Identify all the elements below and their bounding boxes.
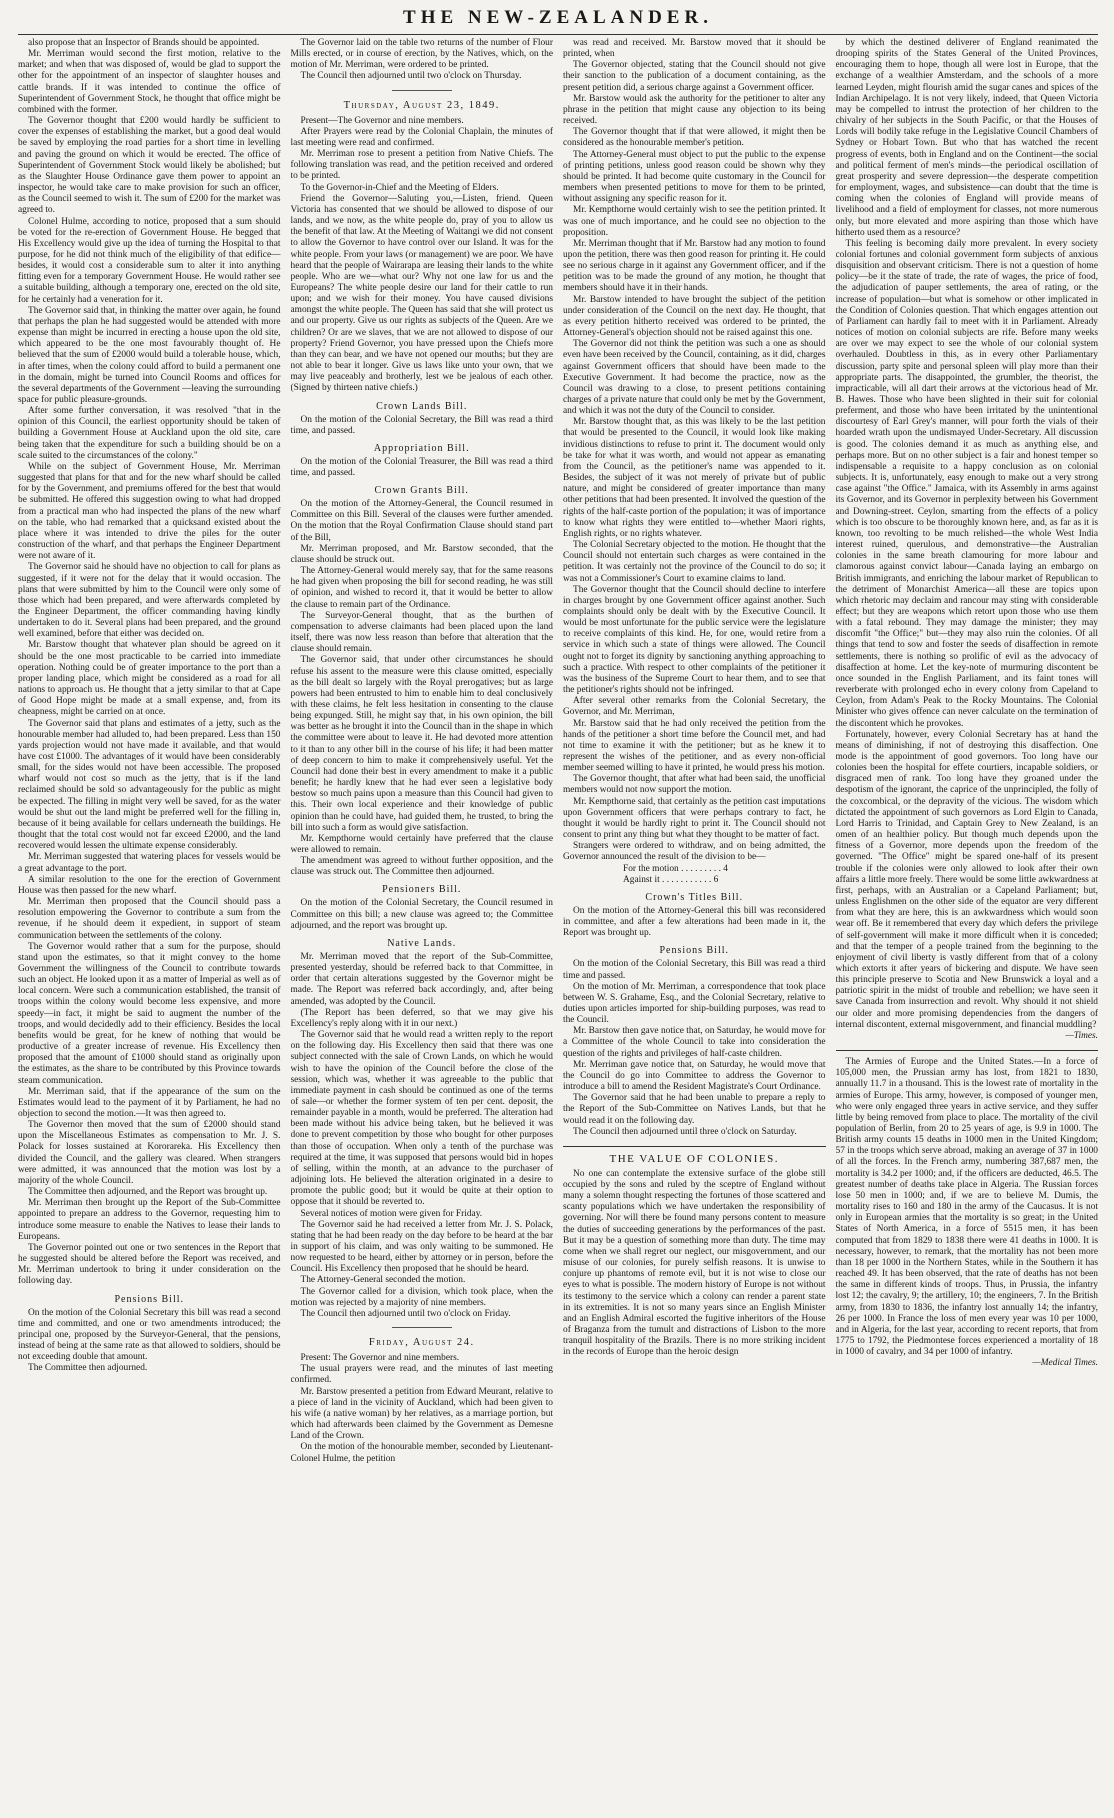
paragraph: The Governor objected, stating that the Council should not give their sanction to the publication of a document containing, as the present petition did, a serious charge against a Government officer.	[563, 60, 826, 93]
paragraph: The amendment was agreed to without further opposition, and the clause was struck out. The Committee then adjourned.	[290, 856, 553, 878]
dateline-thursday: Thursday, August 23, 1849.	[343, 99, 500, 111]
paragraph: The Governor said that, in thinking the matter over again, he found that perhaps the plan he had suggested would be attended with more expense than might be incurred in erecting a house upon the old site, which appeared to be the one most favourably thought of. He believed that the sum of £2000 would build a tolerable house, which, in after times, when the colony could afford to build a permanent one in the domain, might be turned into Council Rooms and offices for the several departments of the Government —leaving the surrounding space for public pleasure-grounds.	[18, 305, 281, 405]
paragraph: The Surveyor-General thought, that as the burthen of compensation to adverse claimants had been placed upon the land itself, there was now less reason than before that alteration that the clause should remain.	[290, 610, 553, 655]
paragraph: also propose that an Inspector of Brands should be appointed.	[28, 38, 260, 48]
crown-grants-bill-heading: Crown Grants Bill.	[374, 485, 469, 497]
paragraph: The Governor said, that under other circumstances he should refuse his assent to the measure were this clause omitted, especially as the bill dealt so largely with the Royal prerogatives; but as large powers had been entrusted to him to enable him to deal conclusively with these claims, he felt less hesitation in consenting to the clause being expunged. Still, he might say that, in his own opinion, the bill was better as he brought it into the Council than in the shape in which the committee were about to leave it. He had devoted more attention to it than to any other bill in the course of his life; it had been matter of deep concern to him to make it comprehensively useful. Yet the Council had done their best in every amendment to make it a public benefit; he hardly knew that he had ever seen a legislative body bestow so much pains upon a measure than this Council had given to this. Their own local experience and their knowledge of public opinion than he could have, had guided them, he trusted, to bring the bill into such a form as would give satisfaction.	[290, 655, 553, 833]
column-2	[291, 38, 554, 1814]
paragraph: (The Report has been deferred, so that we may give his Excellency's reply along with it in our next.)	[290, 1007, 553, 1029]
crowns-titles-bill-heading: Crown's Titles Bill.	[645, 891, 744, 903]
medical-times-attribution: —Medical Times.	[1032, 1358, 1098, 1369]
pensioners-bill-heading: Pensioners Bill.	[382, 884, 462, 896]
paragraph: The Governor thought, that after what had been said, the unofficial members would not now support the motion.	[563, 774, 826, 796]
paragraph: Mr. Kempthorne said, that certainly as the petition cast imputations upon Government officers that were perhaps contrary to fact, he thought it would be hardly right to print it. The Council should not consent to print any thing but what they thought to be matter of fact.	[563, 796, 826, 841]
masthead-rule	[18, 34, 1098, 35]
paragraph: Mr. Merriman would second the first motion, relative to the market; and when that was disposed of, would be glad to support the other for the appointment of an inspector of slaughter houses and cattle brands. If it was intended to continue the office of Superintendent of Government Stock, he thought that office might be combined with the former.	[18, 49, 281, 115]
paragraph: Several notices of motion were given for Friday.	[300, 1208, 483, 1219]
paragraph: Present: The Governor and nine members.	[300, 1353, 460, 1364]
wednesday-proceedings-end	[291, 38, 554, 83]
paragraph: Mr. Kempthorne would certainly wish to see the petition printed. It was one of much importance, and he could see no objection to the proposition.	[563, 205, 826, 238]
paragraph: A similar resolution to the one for the erection of Government House was then passed for the new wharf.	[18, 874, 281, 896]
dateline-friday: Friday, August 24.	[368, 1337, 475, 1349]
paragraph: Fortunately, however, every Colonial Secretary has at hand the means of diminishing, if not of destroying this disaffection. One mode is the appointment of good governors. Too long have our colonies been the hospital for effete courtiers, incapable soldiers, or disgraced men of rank. Too long have they groaned under the despotism of the ignorant, the caprice of the unprincipled, the folly of the coxcombical, or the depravity of the vicious. The wisdom which dictated the appointment of such governors as Lord Elgin to Canada, Lord Harris to Trinidad, and Captain Grey to New Zealand, is an omen of an healthier policy. But though much depends upon the fitness of a Governor, more depends upon the freedom of the governed. "The Office" might be spared one-half of its present trouble if the colonies were only allowed to look after their own affairs a little more freely. There would be some little awkwardness at first, perhaps, with an Australian or a Capeland Parliament; but, unless Englishmen on the other side of the equator are very different from what they are here, this is an awkwardness which would soon wear off. Be it remembered that every day which defers the privilege of self-government will make it more difficult when it is conceded; and that the temper of a people trained from the beginning to the enjoyment of civil liberty is vastly different from that of a colony which extorts it after years of bickering and dispute. We have seen this principle preserve to Scotia and New Brunswick a loyal and a patriotic spirit in the midst of trouble and rebellion; we have seen it save Canada from insurrection and revolt. Why should it not shield our older and more promising dependencies from the dangers of internal discontent, external misgovernment, and financial muddling?	[835, 729, 1098, 1030]
paragraph: The Governor said that plans and estimates of a jetty, such as the honourable member had alluded to, had been prepared. Less than 150 yards projection would not have made it available, and that would have cost £1000. The advantages of it would have been considerably small, for the sides would not have been accessible. The proposed wharf would not cost so much as the jetty, that is if the land reclaimed should be sold so advantageously for the public as might be expected. The filling in might very well be saved, for as the water would be shut out the land might be preferred well for the filling in, because of it being available for cellars underneath the buildings. He thought that the total cost would not far exceed £2000, and the land recovered would lessen the ultimate expense considerably.	[18, 718, 281, 852]
paragraph: The Committee then adjourned.	[28, 1363, 148, 1374]
paragraph: The Governor called for a division, which took place, when the motion was rejected by a majority of nine members.	[290, 1286, 553, 1308]
native-lands-heading: Native Lands.	[387, 937, 457, 949]
paragraph: The usual prayers were read, and the minutes of last meeting confirmed.	[290, 1364, 553, 1386]
appropriation-bill-text	[291, 457, 554, 479]
paragraph: Mr. Merriman gave notice that, on Saturday, he would move that the Council do go into Committee to address the Governor to introduce a bill to amend the Resident Magistrate's Court Ordinance.	[563, 1059, 826, 1093]
paragraph: Mr. Merriman moved that the report of the Sub-Committee, presented yesterday, should be referred back to that Committee, in order that certain alterations suggested by the Governor might be made. The Report was referred back accordingly, and, after being amended, was adopted by the Council.	[290, 951, 553, 1007]
value-of-colonies-continued	[836, 38, 1099, 1031]
paragraph: The Governor did not think the petition was such a one as should even have been received by the Council, containing, as it did, charges against Government officers that should have been made to the Executive Government. It had become the practice, now as the Council was drawing to a close, to present petitions containing charges of a private nature that could only be met by the Government, and which it was not the duty of the Council to consider.	[563, 339, 826, 417]
paragraph: The Colonial Secretary objected to the motion. He thought that the Council should not entertain such charges as were contained in the petition. It was certainly not the province of the Council to do so; it was not a Commissioner's Court to examine claims to land.	[563, 540, 826, 584]
paragraph: Mr. Barstow presented a petition from Edward Meurant, relative to a piece of land in the vicinity of Auckland, which had been given to his wife (a native woman) by her relatives, as a marriage portion, but which had afterwards been claimed by the Government as Demesne Land of the Crown.	[290, 1386, 553, 1442]
separator	[392, 90, 452, 91]
crowns-titles-bill-text	[563, 906, 826, 939]
column-3	[563, 38, 826, 1814]
paragraph: The Governor said that he had been unable to prepare a reply to the Report of the Sub-Committee on Natives Lands, but that he would read it on the following day.	[563, 1093, 826, 1126]
paragraph: Mr. Barstow then gave notice that, on Saturday, he would move for a Committee of the whole Council to take into consideration the question of the rights and privileges of half-caste children.	[563, 1026, 826, 1059]
paragraph: The Governor laid on the table two returns of the number of Flour Mills erected, or in course of erection, by the Natives, which, on the motion of Mr. Merriman, were ordered to be printed.	[290, 38, 553, 71]
value-of-colonies-title: THE VALUE OF COLONIES.	[609, 1152, 779, 1165]
paragraph: Mr. Barstow would ask the authority for the petitioner to alter any phrase in the petition that might cause any objection to its being received.	[563, 93, 826, 127]
council-proceedings-continued	[18, 38, 281, 1288]
paragraph: The Governor said that he would read a written reply to the report on the following day. His Excellency then said that there was one subject connected with the sale of Crown Lands, on which he would wish to have the opinion of the Council before the close of the session, which was, whether it was agreeable to the public that immediate payment in cash should be continued as one of the terms of sale—or whether the former system of ten per cent. deposit, the remainder payable in a month, would be preferred. The alteration had been made without his advice being taken, but he believed it was done to prevent competition by those who bought for other purposes than those of occupation. When only a tenth of the purchase was required at the time, it was supposed that persons would bid in hopes of selling, within the month, at an advance to the purchaser of adjoining lots. He believed the alteration originated in a desire to promote the public good; but it would be quite at their option to oppose that it should be reverted to.	[290, 1030, 553, 1208]
paragraph: On the motion of the honourable member, seconded by Lieutenant-Colonel Hulme, the petition	[290, 1442, 553, 1464]
paragraph: On the motion of the Attorney-General this bill was reconsidered in committee, and after a few alterations had been made in it, the Report was brought up.	[563, 905, 826, 939]
paragraph: Colonel Hulme, according to notice, proposed that a sum should be voted for the re-erection of Government House. He begged that His Excellency would give up the idea of turning the Hospital to that purpose, for he did not think much of the eligibility of that edifice—besides, it would cost a considerable sum to alter it into anything fitting even for a temporary Government House. He would rather see a suitable building, although a temporary one, erected on the old site, for he certainly had a veneration for it.	[18, 216, 281, 305]
crown-grants-bill-text	[291, 499, 554, 878]
paragraph: The Governor said he should have no objection to call for plans as suggested, if it were not for the delay that it would occasion. The plans that were submitted by him to the Council were only some of those which had been prepared, and were afterwards completed by the Engineer Department, the officer commanding having kindly undertaken to do it. Several plans had been prepared, and the ground well examined, before that either was decided on.	[18, 562, 281, 640]
paragraph: Mr. Merriman then proposed that the Council should pass a resolution empowering the Governor to contribute a sum from the revenue, if he should deem it expedient, in support of steam communication between the settlements of the colony.	[18, 897, 281, 941]
paragraph: The Governor would rather that a sum for the purpose, should stand upon the estimates, so that it might convey to the home Government the willingness of the Council to contribute towards such an object. He looked upon it as a matter of Imperial as well as of local concern. Were such a communication established, the transit of troops within the colony would become less expensive, and more speedy—in fact, it might be said to augment the number of the troops, and would decidedly add to their efficiency. Besides the local benefits would be great, for he knew of nothing that would be productive of a greater increase of revenue. His Excellency then proposed that the amount of £1000 should stand as originally upon the estimates, as the share to be contributed by this Province towards steam communication.	[18, 941, 281, 1086]
paragraph: The Governor pointed out one or two sentences in the Report that he suggested should be altered before the Report was received, and Mr. Merriman undertook to bring it under consideration on the following day.	[18, 1242, 281, 1287]
armies-article	[836, 1057, 1099, 1358]
section-rule	[836, 1050, 1099, 1051]
paragraph: The Council then adjourned until three o'clock on Saturday.	[573, 1126, 797, 1137]
native-lands-text	[291, 952, 554, 1320]
paragraph: The Attorney-General seconded the motion.	[300, 1275, 466, 1286]
paragraph: On the motion of the Colonial Secretary, the Council resumed in Committee on this bill; a new clause was agreed to; the Committee adjourned, and the report was brought up.	[290, 898, 553, 931]
appropriation-bill-heading: Appropriation Bill.	[373, 442, 470, 454]
paragraph: Friend the Governor—Saluting you,—Listen, friend. Queen Victoria has consented that we should be allowed to dispose of our lands, and we now, as the white people do, pray of you to allow us the benefit of that law. At the Meeting of Waitangi we did not consent to allow the Governor to have control over our Island. It was for the white people. From your laws (or management) we are poor. We have heard that the people of Wairarapa are leasing their lands to the white people. Who are we—what our? Why not one law for us and the Europeans? The white people desire our land for their cattle to run upon; and we wish for their money. You have caused divisions amongst the white people. The Queen has said that she will protect us and our property. Give us our rights as subjects of the Queen. Are we children? Or are we slaves, that we are not allowed to dispose of our property? Friend Governor, you have pressed upon the Chiefs more than they can bear, and we have not opened our mouths; but they are not able to bear it longer. Give us laws like unto your own, that we may live peaceably and brotherly, lest we be jealous of each other. (Signed by thirteen native chiefs.)	[290, 193, 553, 394]
paragraph: The Attorney-General must object to put the public to the expense of printing petitions, unless good reason could be shown why they should be printed. It had become quite customary in the Council for members when presented petitions to move for them to be printed, without assigning any specific reason for it.	[563, 149, 826, 205]
paragraph: was read and received. Mr. Barstow moved that it should be printed, when	[563, 38, 826, 60]
paragraph: Mr. Barstow said that he had only received the petition from the hands of the petitioner a short time before the Council met, and had not time to examine it with the petitioner; but as he knew it to represent the wishes of the petitioner, and as every non-official member seemed willing to have it printed, he would press his motion.	[563, 718, 826, 774]
paragraph: Mr. Kempthorne would certainly have preferred that the clause were allowed to remain.	[290, 833, 553, 855]
paragraph: On the motion of the Colonial Secretary, the Bill was read a third time, and passed.	[290, 414, 553, 436]
paragraph: The Attorney-General would merely say, that for the same reasons he had given when proposing the bill for second reading, he was still of opinion, and wished to record it, that it would be better to allow the clause to remain part of the Ordinance.	[290, 566, 553, 610]
paragraph: Present—The Governor and nine members.	[300, 115, 464, 126]
paragraph: The Council then adjourned until two o'clock on Friday.	[300, 1308, 511, 1319]
pensions-bill-heading-2: Pensions Bill.	[659, 945, 730, 957]
paragraph: Mr. Merriman suggested that watering places for vessels would be a great advantage to the port.	[18, 852, 281, 874]
paragraph: Mr. Barstow thought that, as this was likely to be the last petition that would be presented to the Council, it would look like making invidious distinctions to refuse to print it. The document would only be take for what it was worth, and would not appear as emanating from the Council, as the petitioner's name was appended to it. Besides, the subject of it was not merely of private but of public nature, and might be considered of greater importance than many other petitions that had been presented. It involved the question of the rights of the half-caste portion of the population; it was of importance to know what rights they were entitled to—whether Maori rights, English rights, or no rights whatever.	[563, 417, 826, 539]
thursday-proceedings	[291, 116, 554, 395]
paragraph: On the motion of Mr. Merriman, a correspondence that took place between W. S. Grahame, Esq., and the Colonial Secretary, relative to duties upon articles imported for ship-building purposes, was read to the Council.	[563, 981, 826, 1026]
paragraph: Mr. Merriman rose to present a petition from Native Chiefs. The following translation was read, and the petition received and ordered to be printed.	[290, 149, 553, 182]
paragraph: The Council then adjourned until two o'clock on Thursday.	[300, 71, 522, 82]
pensions-bill-heading: Pensions Bill.	[114, 1293, 185, 1305]
paragraph: On the motion of the Attorney-General, the Council resumed in Committee on this Bill. Several of the clauses were further amended. On the motion that the Royal Confirmation Clause should stand part of the Bill,	[290, 499, 553, 543]
pensioners-bill-text	[291, 898, 554, 931]
column-4	[836, 38, 1099, 1814]
masthead: THE NEW-ZEALANDER.	[403, 7, 713, 28]
paragraph: On the motion of the Colonial Secretary this bill was read a second time and committed, and one or two amendments introduced; the principal one, proposed by the Surveyor-General, that the pensions, instead of being at the same rate as that allowed to soldiers, should be not exceeding double that amount.	[18, 1307, 281, 1363]
paragraph: The Armies of Europe and the United States.—In a force of 105,000 men, the Prussian army has lost, from 1821 to 1830, annually 11.7 in a thousand. This is the lowest rate of mortality in the armies of Europe. This army, however, is composed of younger men, who were only engaged three years in active service, and they suffer little by being removed from place to place. The mortality of the civil population of Berlin, from 20 to 25 years of age, is 9.9 in 1000. The British army counts 15 deaths in 1000 men in the United Kingdom; 57 in the troops which serve abroad, making an average of 37 in 1000 of all the forces. In the French army, numbering 387,687 men, the mortality is 34.2 per 1000; and, if the officers are deducted, 46.5. The greatest number of deaths take place in Algeria. The Russian forces lose 50 men in 1000; and, if we are to believe M. Dumis, the mortality rises to 160 and 180 in the army of the Caucasus. It is not only in European armies that the mortality is so great; in the United States of North America, in a force of 5515 men, it has been computed that from 1829 to 1838 there were 41 deaths in 1000. It is necessary, however, to remark, that the mortality has not been more than 18 per 1000 in the Northern States, while in the Southern it has reached 49. It has been observed, that the rate of deaths has not been the same in different kinds of troops. Thus, in Prussia, the infantry lost 12; the cavalry, 9; the artillery, 10; the engineers, 7. In the British army, from 1830 to 1836, the infantry lost annually 14; the infantry, 26 per 1000. In France the loss of men every year was 10 per 1000, and in Algeria, for the last year, according to recent reports, that from 1775 to 1792, the Piedmontese forces experienced a mortality of 18 in 1000 of cavalry, and 34 per 1000 of infantry.	[835, 1057, 1098, 1358]
paragraph: This feeling is becoming daily more prevalent. In every society colonial fortunes and colonial government form subjects of anxious disquisition and observant criticism. There is not a question of home policy—be it the state of trade, the rate of wages, the price of food, the adjudication of pauper settlements, the area of rating, or the increase of population—but what is somehow or other implicated in the Condition of Colonies question. That which engages attention out of Parliament can hardly fail to meet with it in Parliament. Already notices of motion on colonial subjects are rife. Before many weeks are over we may expect to see the whole of our colonial system overhauled. Doubtless in this, as in every other Parliamentary discussion, party spite and personal spleen will play more than their appropriate parts. The disappointed, the grumbler, the theorist, the impracticable, will all dart their arrows at the victorious head of Mr. B. Hawes. Those who have been slighted in their suit for colonial preferment, and those who have been irritated by the unintentional discourtesy of Earl Grey's manner, will pour forth the vials of their hoarded wrath upon the undismayed Under-Secretary. All discussion is good. The colonies demand it as much as anything else, and perhaps more. But on no other subject is a fair and honest temper so indispensable a requisite to a happy conclusion as on colonial subjects. It is, unfortunately, easy enough to make out a very strong case against "the Office." Jamaica, with its Assembly in arms against its Governor, and its Governor in perplexity between his Government and Downing-street. Ceylon, smarting from the effects of a policy which is too obscure to be thoroughly known here, and, as far as it is known, too revolting to be much relished—the whole West India interest ruined, querulous, and demonstrative—the Australian colonies in the same breath clamouring for more labour and clamorous against convict labour—Canada laying an embargo on British immigrants, and enriching the labour market of Republican to the detriment of Monarchist America—all these are topics upon which rhetoric may declaim and rancour may sting with considerable effect; but they are weapons which retort upon those who use them with a fatal rebound. They may damage the minister; they may discomfit "the Office;" but—they may also ruin the colonies. Of all things that tend to sow and foster the seeds of disaffection in remote settlements, there is nothing so prolific of evil as the advocacy of disaffection at home. Let the key-note of murmuring discontent be once sounded in the English Parliament, and its faint tones will reverberate with prolonged echo in every colony from Capeland to Ceylon, from Adam's Peak to the Rocky Mountains. The Colonial Minister who gives offence can never calculate on the termination of the discontent which he provokes.	[835, 238, 1098, 729]
paragraph: On the motion of the Colonial Treasurer, the Bill was read a third time, and passed.	[290, 456, 553, 478]
crown-lands-bill-heading: Crown Lands Bill.	[376, 400, 468, 412]
paragraph: The Committee then adjourned, and the Report was brought up.	[28, 1187, 268, 1198]
paragraph: Mr. Merriman then brought up the Report of the Sub-Committee appointed to prepare an address to the Governor, requesting him to introduce some measure to enable the Natives to lease their lands to Europeans.	[18, 1198, 281, 1242]
vote-for: For the motion . . . . . . . . . 4	[623, 863, 728, 874]
friday-proceedings	[291, 1353, 554, 1465]
paragraph: After some further conversation, it was resolved "that in the opinion of this Council, the earliest opportunity should be taken of building a Government House at Auckland upon the old site, care being taken that the expenditure for such a building should be on a scale suited to the circumstances of the colony."	[18, 406, 281, 461]
separator	[392, 1327, 452, 1328]
paragraph: After several other remarks from the Colonial Secretary, the Governor, and Mr. Merriman,	[563, 696, 826, 718]
paragraph: The Governor then moved that the sum of £2000 should stand upon the Miscellaneous Estimates as compensation to Mr. J. S. Polack for losses sustained at Kororareka. His Excellency then divided the Council, and the gallery was cleared. When strangers were admitted, it was announced that the motion was lost by a majority of the whole Council.	[18, 1120, 281, 1186]
crown-lands-bill-text	[291, 415, 554, 437]
paragraph: No one can contemplate the extensive surface of the globe still occupied by the sons and ruled by the sceptre of England without many a solemn thought respecting the fortunes of those scattered and scanty populations which we have undertaken the responsibility of governing. Nor will there be found many persons content to measure the duties of succeeding generations by the performances of the past. But it may be a question of something more than duty. The time may come when we shall regret our neglect, our misgovernment, and our misuse of our colonies, for purely selfish reasons. It is unwise to conjure up phantoms of remote evil, but it is not wise to close our eyes to what is possible. The modern history of Europe is not without its testimony to the service which a colony can render a parent state in its extremities. It is not so many years since an English Minister and an English Admiral escorted the fugitive inheritors of the House of Braganza from the tumult and distractions of Lisbon to the more tranquil hospitality of the Brazils. There is no more striking incident in the records of Europe than the heroic design	[563, 1168, 826, 1358]
paragraph: After Prayers were read by the Colonial Chaplain, the minutes of last meeting were read and confirmed.	[290, 126, 553, 148]
column-1	[18, 38, 281, 1814]
vote-against: Against it . . . . . . . . . . . 6	[623, 874, 719, 885]
paragraph: Mr. Merriman proposed, and Mr. Barstow seconded, that the clause should be struck out.	[290, 543, 553, 565]
columns	[18, 38, 1098, 1814]
paragraph: The Governor said he had received a letter from Mr. J. S. Polack, stating that he had been ready on the day before to be heard at the bar in support of his claim, and was only waiting to be summoned. He now requested to be heard, either by attorney or in person, before the Council. His Excellency then proposed that he should be heard.	[290, 1219, 553, 1275]
pensions-bill-text-2	[563, 959, 826, 1138]
paragraph: To the Governor-in-Chief and the Meeting of Elders.	[300, 182, 499, 193]
paragraph: Mr. Merriman thought that if Mr. Barstow had any motion to found upon the petition, there was then good reason for printing it. He could see no serious charge in it against any Government officer, and if the petition was to be made the ground of any motion, he thought that members should have it in their hands.	[563, 238, 826, 294]
pensions-bill-text	[18, 1308, 281, 1375]
times-attribution: —Times.	[1065, 1030, 1098, 1041]
value-of-colonies-text	[563, 1169, 826, 1359]
paragraph: Strangers were ordered to withdraw, and on being admitted, the Governor announced the result of the division to be—	[563, 841, 826, 863]
paragraph: Mr. Merriman said, that if the appearance of the sum on the Estimates would lead to the payment of it by Parliament, he had no objection to second the motion.—It was then agreed to.	[18, 1086, 281, 1119]
paragraph: by which the destined deliverer of England reanimated the drooping spirits of the States General of the United Provinces, encouraging them to hope, though all were lost in Europe, that the exchange of a wealthier Amsterdam, and the schools of a more learned Leyden, might flourish amid the sugar canes and spices of the Indian Archipelago. It is not very likely, indeed, that Queen Victoria may be compelled to intrust the protection of her children to the chivalry of her subjects in the South Pacific, or that the Houses of Lords will bodily take refuge in the Legislative Council Chambers of Sydney or Hobart Town. But who that has watched the recent progress of events, both in England and on the Continent—the social and political ferment of men's minds—the periodical oscillation of great prosperity and severe depression—the desperate competition for employment, wages, and subsistence—can doubt that the time is coming when the colonies of England will provide means of livelihood and a field of employment for classes, not more numerous only, but more elevated and more aspiring than those which have hitherto used them as a resource?	[835, 38, 1098, 238]
paragraph: Mr. Barstow intended to have brought the subject of the petition under consideration of the Council on the next day. He thought, that as every petition hitherto received was ordered to be printed, the Attorney-General's objection should not be raised against this one.	[563, 294, 826, 339]
section-rule	[563, 1146, 826, 1147]
paragraph: The Governor thought that the Council should decline to interfere in charges brought by one Government officer against another. Such complaints should only be dealt with by the Executive Council. It would be most unfortunate for the public service were the legislature to receive complaints of this kind. He, for one, would retire from a service in which such a state of things were allowed. The Council ought not to forget its dignity by sanctioning anything approaching to such a practice. With respect to other complaints of the petitioner it was the business of the Supreme Court to hear them, and to see that the petitioner's rights should not be infringed.	[563, 584, 826, 696]
paragraph: The Governor thought that if that were allowed, it might then be considered as the honourable member's petition.	[563, 127, 826, 149]
petition-debate	[563, 38, 826, 864]
paragraph: On the motion of the Colonial Secretary, this Bill was read a third time and passed.	[563, 959, 826, 981]
paragraph: The Governor thought that £200 would hardly be sufficient to cover the expenses of establishing the market, but a good deal would be saved by employing the road parties for a short time in levelling and paving the ground on which it would be erected. The office of Superintendent of Government Stock would likely be abolished; but as the Slaughter House Ordinance gave them power to appoint an inspector, he would take care to make provision for such an officer, as the Council seemed to wish it. The sum of £200 for the market was agreed to.	[18, 116, 281, 216]
paragraph: Mr. Barstow thought that whatever plan should be agreed on it should be the one most practicable to be carried into immediate operation. Nothing could be of greater importance to the port than a proper landing place, which might be considered as a road for all nations to approach us. He thought that a jetty similar to that at Cape of Good Hope might be made at a small expense, and, from its cheapness, might be carried on at once.	[18, 640, 281, 718]
paragraph: While on the subject of Government House, Mr. Merriman suggested that plans for that and for the new wharf should be called for by the Government, and premiums offered for the best that would be submitted. He offered this suggestion owing to what had dropped from a practical man who had inspected the plans of the new wharf on the table, who had remarked that a quicksand existed about the place where it was intended to drive the piles for the outer construction of the wharf, and that perhaps the Engineer Department were not aware of it.	[18, 461, 281, 562]
